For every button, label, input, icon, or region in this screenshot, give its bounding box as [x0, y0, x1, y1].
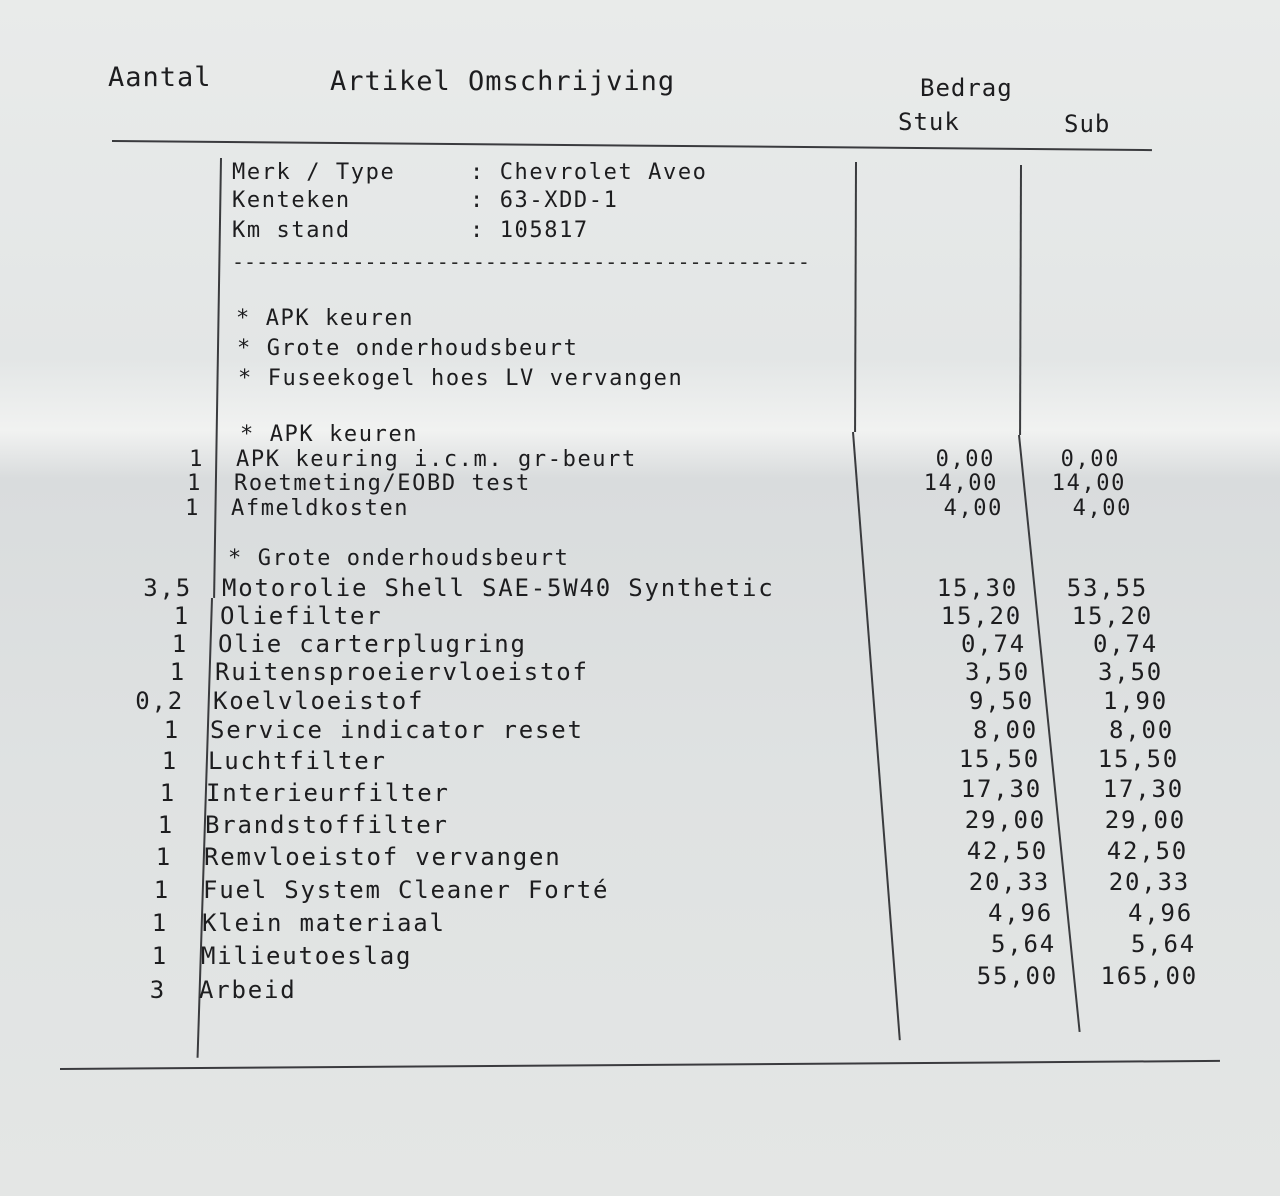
- item-subtotal: 165,00: [1100, 962, 1198, 990]
- item-description: Service indicator reset: [210, 716, 584, 744]
- work-summary-item: * APK keuren: [236, 306, 415, 331]
- item-description: Roetmeting/EOBD test: [234, 471, 531, 496]
- item-unit-price: 14,00: [923, 471, 998, 496]
- item-unit-price: 5,64: [991, 930, 1056, 958]
- item-subtotal: 5,64: [1131, 930, 1196, 958]
- item-unit-price: 15,50: [958, 745, 1040, 773]
- item-subtotal: 4,00: [1072, 496, 1132, 521]
- column-line-qty-upper: [213, 158, 222, 598]
- item-qty: 1: [163, 716, 180, 744]
- column-line-desc-lower: [852, 432, 901, 1040]
- vehicle-label: Kenteken: [232, 188, 351, 213]
- item-unit-price: 3,50: [965, 658, 1030, 686]
- item-subtotal: 3,50: [1098, 658, 1163, 686]
- item-unit-price: 0,00: [935, 447, 995, 472]
- item-qty: 1: [173, 602, 190, 630]
- item-qty: 1: [171, 630, 188, 658]
- item-unit-price: 15,30: [936, 574, 1018, 602]
- header-rule: [112, 140, 1152, 151]
- item-unit-price: 42,50: [966, 837, 1048, 865]
- item-unit-price: 15,20: [940, 602, 1022, 630]
- item-qty: 1: [169, 658, 186, 686]
- footer-rule: [60, 1060, 1220, 1070]
- item-qty: 1: [159, 779, 176, 807]
- vehicle-label: Km stand: [232, 218, 351, 243]
- item-description: Fuel System Cleaner Forté: [203, 876, 610, 904]
- item-description: Interieurfilter: [206, 779, 450, 807]
- item-subtotal: 29,00: [1104, 806, 1186, 834]
- work-summary-item: * Grote onderhoudsbeurt: [237, 336, 579, 361]
- item-unit-price: 8,00: [973, 716, 1038, 744]
- item-unit-price: 4,96: [988, 899, 1053, 927]
- item-unit-price: 9,50: [969, 687, 1034, 715]
- work-summary-item: * Fuseekogel hoes LV vervangen: [238, 366, 684, 391]
- item-qty: 1: [151, 942, 168, 970]
- item-subtotal: 20,33: [1108, 868, 1190, 896]
- section-apk-keuren: * APK keuren: [240, 422, 419, 447]
- item-qty: 1: [155, 843, 172, 871]
- item-subtotal: 15,20: [1071, 602, 1153, 630]
- header-bedrag: Bedrag: [920, 74, 1013, 102]
- item-description: Olie carterplugring: [218, 630, 527, 658]
- item-unit-price: 55,00: [976, 962, 1058, 990]
- item-description: Motorolie Shell SAE-5W40 Synthetic: [222, 574, 775, 602]
- item-unit-price: 17,30: [960, 775, 1042, 803]
- item-description: Brandstoffilter: [205, 811, 449, 839]
- item-qty: 3: [149, 976, 166, 1004]
- vehicle-label: Merk / Type: [232, 160, 396, 185]
- item-unit-price: 20,33: [968, 868, 1050, 896]
- item-subtotal: 1,90: [1103, 687, 1168, 715]
- header-stuk: Stuk: [898, 108, 960, 136]
- header-aantal: Aantal: [108, 62, 212, 93]
- vehicle-value: : 63-XDD-1: [470, 188, 619, 213]
- item-qty: 1: [153, 876, 170, 904]
- item-subtotal: 42,50: [1106, 837, 1188, 865]
- vehicle-value: : 105817: [470, 218, 589, 243]
- item-description: Milieutoeslag: [201, 942, 413, 970]
- item-description: Arbeid: [199, 976, 297, 1004]
- section-grote-onderhoudsbeurt: * Grote onderhoudsbeurt: [228, 546, 570, 571]
- item-qty: 1: [157, 811, 174, 839]
- item-unit-price: 4,00: [943, 496, 1003, 521]
- item-description: Oliefilter: [220, 602, 383, 630]
- item-unit-price: 0,74: [961, 630, 1026, 658]
- separator-line: ------------------------------------------------: [232, 250, 810, 274]
- item-description: APK keuring i.c.m. gr-beurt: [236, 447, 637, 472]
- item-subtotal: 0,00: [1060, 447, 1120, 472]
- item-qty: 1: [185, 496, 200, 521]
- vehicle-value: : Chevrolet Aveo: [470, 160, 708, 185]
- item-subtotal: 17,30: [1102, 775, 1184, 803]
- item-subtotal: 14,00: [1051, 471, 1126, 496]
- item-description: Klein materiaal: [202, 909, 446, 937]
- header-sub: Sub: [1064, 110, 1111, 138]
- item-description: Afmeldkosten: [231, 496, 410, 521]
- item-description: Luchtfilter: [208, 747, 387, 775]
- item-qty: 1: [161, 747, 178, 775]
- item-qty: 1: [187, 471, 202, 496]
- item-subtotal: 0,74: [1093, 630, 1158, 658]
- item-subtotal: 53,55: [1066, 574, 1148, 602]
- item-description: Remvloeistof vervangen: [204, 843, 562, 871]
- item-qty: 1: [151, 909, 168, 937]
- item-unit-price: 29,00: [964, 806, 1046, 834]
- item-qty: 1: [189, 447, 204, 472]
- item-qty: 0,2: [135, 687, 184, 715]
- item-qty: 3,5: [143, 574, 192, 602]
- item-subtotal: 8,00: [1109, 716, 1174, 744]
- item-description: Koelvloeistof: [213, 687, 425, 715]
- column-line-desc-upper: [854, 162, 857, 432]
- header-artikel-omschrijving: Artikel Omschrijving: [330, 66, 676, 97]
- item-subtotal: 15,50: [1097, 745, 1179, 773]
- item-description: Ruitensproeiervloeistof: [215, 658, 589, 686]
- column-line-unit-upper: [1019, 165, 1022, 435]
- item-subtotal: 4,96: [1128, 899, 1193, 927]
